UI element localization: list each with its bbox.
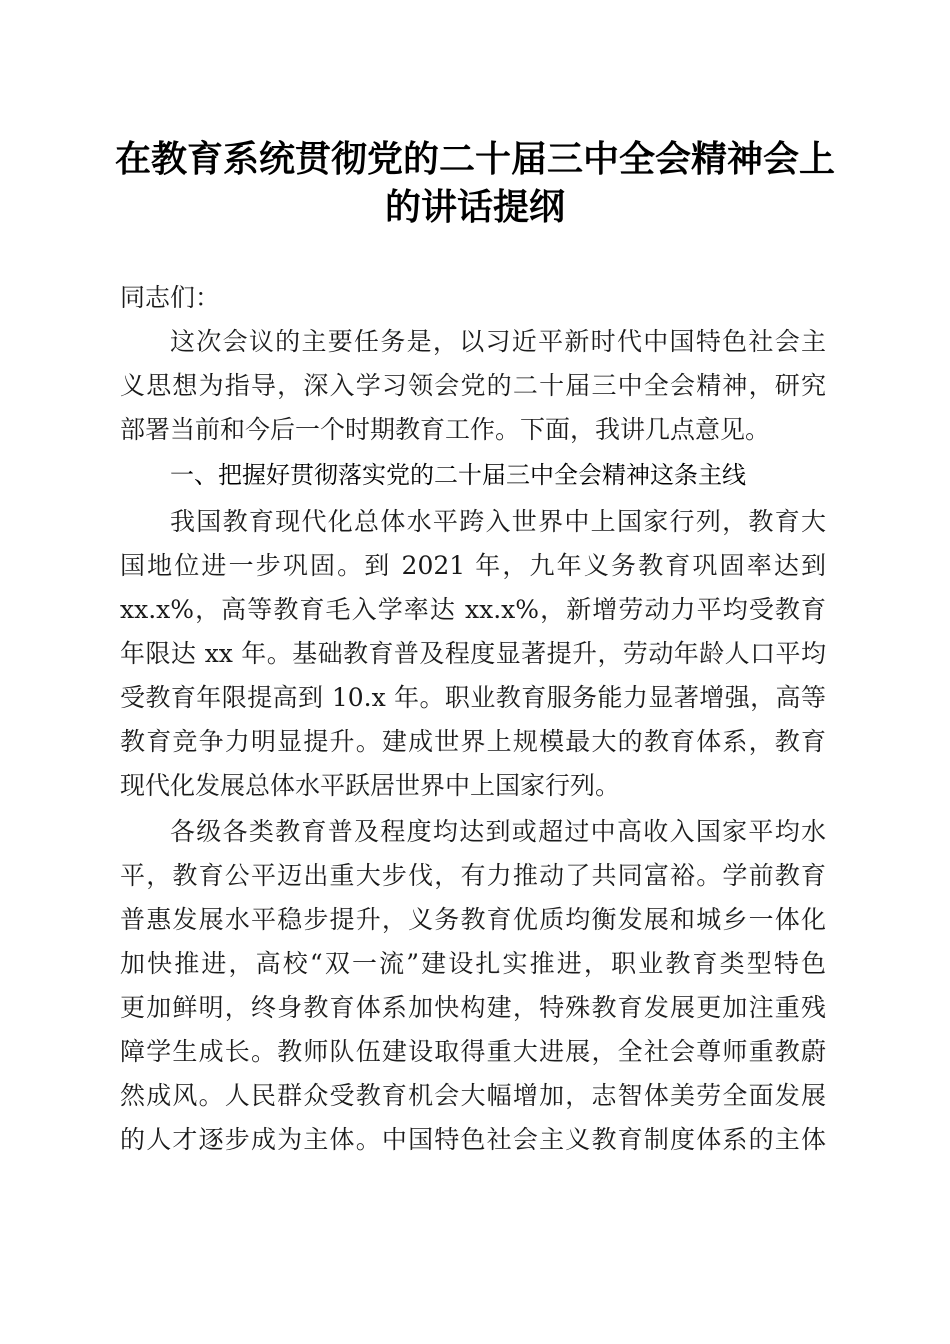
paragraph-line: 义思想为指导，深入学习领会党的二十届三中全会精神，研究	[120, 371, 826, 400]
paragraph-line: 普惠发展水平稳步提升，义务教育优质均衡发展和城乡一体化	[120, 905, 826, 934]
paragraph-line: 更加鲜明，终身教育体系加快构建，特殊教育发展更加注重残	[120, 993, 826, 1022]
paragraph-line: 部署当前和今后一个时期教育工作。下面，我讲几点意见。	[120, 415, 771, 444]
paragraph-line: 教育竞争力明显提升。建成世界上规模最大的教育体系，教育	[120, 727, 826, 756]
title-line-2: 的讲话提纲	[384, 186, 565, 228]
document-title	[110, 135, 840, 231]
paragraph-line: 年限达 xx 年。基础教育普及程度显著提升，劳动年龄人口平均	[120, 639, 826, 668]
paragraph-line: 各级各类教育普及程度均达到或超过中高收入国家平均水	[170, 817, 826, 846]
salutation: 同志们：	[120, 283, 221, 312]
paragraph-line: 我国教育现代化总体水平跨入世界中上国家行列，教育大	[170, 507, 826, 536]
paragraph-line: 国地位进一步巩固。到 2021 年，九年义务教育巩固率达到	[120, 551, 826, 580]
paragraph-line: xx.x%，高等教育毛入学率达 xx.x%，新增劳动力平均受教育	[120, 595, 826, 624]
section-heading-1: 一、把握好贯彻落实党的二十届三中全会精神这条主线	[170, 461, 746, 489]
paragraph-line: 这次会议的主要任务是，以习近平新时代中国特色社会主	[170, 327, 826, 356]
paragraph-line: 受教育年限提高到 10.x 年。职业教育服务能力显著增强，高等	[120, 683, 826, 712]
paragraph-line: 然成风。人民群众受教育机会大幅增加，志智体美劳全面发展	[120, 1081, 826, 1110]
paragraph-line: 的人才逐步成为主体。中国特色社会主义教育制度体系的主体	[120, 1125, 826, 1154]
title-line-1: 在教育系统贯彻党的二十届三中全会精神会上	[114, 138, 835, 180]
paragraph-line: 现代化发展总体水平跃居世界中上国家行列。	[120, 771, 621, 800]
paragraph-line: 平，教育公平迈出重大步伐，有力推动了共同富裕。学前教育	[120, 861, 826, 890]
paragraph-line: 障学生成长。教师队伍建设取得重大进展，全社会尊师重教蔚	[120, 1037, 826, 1066]
paragraph-line: 加快推进，高校“双一流”建设扎实推进，职业教育类型特色	[120, 949, 826, 978]
